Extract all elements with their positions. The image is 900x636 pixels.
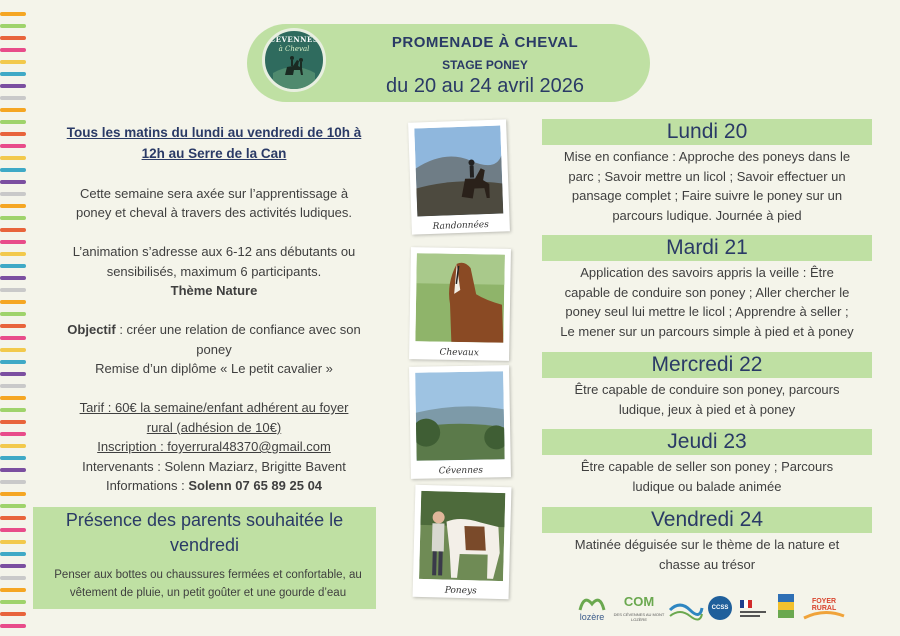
stripe <box>0 312 26 316</box>
parents-heading-line-1: Présence des parents souhaitée le <box>65 510 344 530</box>
photo-caption: Poneys <box>444 585 477 597</box>
lozere-text: lozère <box>579 612 605 622</box>
logo-text: CÉVENNES <box>269 35 319 44</box>
stripe <box>0 516 26 520</box>
photo-randonnees <box>408 119 510 234</box>
objective-line-2: poney <box>196 341 232 357</box>
stripe <box>0 228 26 232</box>
day-line: pansage complet ; Faire suivre le poney sur un <box>571 188 843 203</box>
day-heading-mardi: Mardi 21 <box>542 235 872 261</box>
informations-phone: Solenn 07 65 89 25 04 <box>188 478 323 493</box>
stripe <box>0 240 26 244</box>
page-subtitle: STAGE PONEY <box>442 58 528 72</box>
photo-caption: Chevaux <box>439 347 479 359</box>
stripe <box>0 132 26 136</box>
partner-wave-icon <box>668 592 704 622</box>
stripe <box>0 324 26 328</box>
stripe <box>0 180 26 184</box>
com-text: COM <box>623 594 655 609</box>
schedule-line-1: Tous les matins du lundi au vendredi de 10h à <box>66 125 362 140</box>
parents-note-line-1: Penser aux bottes ou chaussures fermées et confortable, au <box>54 569 362 581</box>
horse-riders-icon <box>265 31 323 89</box>
day-line: capable de conduire son poney ; Aller chercher le <box>564 284 850 300</box>
stripe <box>0 72 26 76</box>
decorative-stripes <box>0 0 26 636</box>
parents-box <box>33 507 376 609</box>
day-line: chasse au trésor <box>658 556 756 572</box>
day-line: parcours ludique. Journée à pied <box>612 207 802 223</box>
page-title: PROMENADE À CHEVAL <box>391 34 579 51</box>
stripe <box>0 564 26 568</box>
day-heading-lundi: Lundi 20 <box>542 119 872 145</box>
day-line: ludique ou balade animée <box>632 478 782 494</box>
photo-caption: Randonnées <box>432 219 489 232</box>
foyer-rural-logo <box>800 592 848 626</box>
schedule-line-2: 12h au Serre de la Can <box>141 146 287 161</box>
com-logo <box>612 592 666 626</box>
foyer-rural-text: FOYER RURAL <box>811 598 837 612</box>
stripe <box>0 468 26 472</box>
stripe <box>0 120 26 124</box>
event-dates: du 20 au 24 avril 2026 <box>386 75 584 97</box>
audience-line-1: L’animation s’adresse aux 6-12 ans débutants ou <box>72 244 356 259</box>
stripe <box>0 492 26 496</box>
inscription-email-link[interactable]: Inscription : foyerrural48370@gmail.com <box>97 439 331 454</box>
photo-poneys <box>413 485 512 599</box>
stripe <box>0 384 26 388</box>
stripe <box>0 372 26 376</box>
day-heading-mercredi: Mercredi 22 <box>542 352 872 378</box>
objective-text: : créer une relation de confiance avec son <box>115 322 361 337</box>
objective-label: Objectif <box>67 322 116 337</box>
stripe <box>0 204 26 208</box>
stripe <box>0 408 26 412</box>
stripe <box>0 360 26 364</box>
stripe <box>0 60 26 64</box>
stripe <box>0 336 26 340</box>
caf-logo <box>774 592 798 626</box>
day-line: Être capable de conduire son poney, parcours <box>574 382 840 397</box>
description-line-1: Cette semaine sera axée sur l’apprentissage à <box>79 185 349 201</box>
republique-logo <box>736 592 772 626</box>
day-line: Être capable de seller son poney ; Parcours <box>580 459 834 474</box>
stripe <box>0 12 26 16</box>
objective-line-1 <box>38 320 390 340</box>
foyer-rural-swoosh-icon <box>800 608 848 622</box>
stripe <box>0 480 26 484</box>
stripe <box>0 396 26 400</box>
stripe <box>0 48 26 52</box>
stripe <box>0 600 26 604</box>
day-line: Mise en confiance : Approche des poneys dans le <box>563 149 851 164</box>
stripe <box>0 348 26 352</box>
theme: Thème Nature <box>170 283 258 298</box>
lozere-logo <box>574 592 610 626</box>
day-description-vendredi <box>540 535 874 574</box>
stripe <box>0 216 26 220</box>
audience-line-2: sensibilisés, maximum 6 participants. <box>106 263 322 279</box>
parents-note <box>33 566 383 602</box>
pony-photo <box>419 491 505 581</box>
stripe <box>0 252 26 256</box>
photo-caption: Cévennes <box>438 465 484 477</box>
riders-photo <box>414 126 503 217</box>
informations <box>38 476 390 496</box>
stripe <box>0 456 26 460</box>
stripe <box>0 264 26 268</box>
parents-heading <box>33 508 376 558</box>
ccss-logo <box>706 592 734 626</box>
stripe <box>0 168 26 172</box>
ccss-text: CCSS <box>708 596 732 620</box>
caf-emblem-icon <box>774 592 798 626</box>
stripe <box>0 192 26 196</box>
informations-label: Informations : <box>105 478 189 493</box>
photo-cevennes <box>409 365 511 479</box>
horse-photo <box>415 253 505 343</box>
day-line: Application des savoirs appris la veille : Être <box>580 265 834 280</box>
parents-note-line-2: vêtement de pluie, un petit goûter et une gourde d’eau <box>69 587 347 599</box>
stripe <box>0 276 26 280</box>
lozere-emblem-icon <box>574 592 610 614</box>
day-description-lundi <box>540 147 874 225</box>
stripe <box>0 300 26 304</box>
day-line: Matinée déguisée sur le thème de la nature et <box>574 537 840 552</box>
day-line: Le mener sur un parcours simple à pied et à poney <box>560 323 854 339</box>
stripe <box>0 504 26 508</box>
stripe <box>0 576 26 580</box>
stripe <box>0 612 26 616</box>
stripe <box>0 144 26 148</box>
com-subtext: DES CÉVENNES AU MONT LOZÈRE <box>613 612 665 622</box>
day-heading-jeudi: Jeudi 23 <box>542 429 872 455</box>
tarif-line-2: rural (adhésion de 10€) <box>146 419 282 435</box>
stripe <box>0 552 26 556</box>
day-heading-vendredi: Vendredi 24 <box>542 507 872 533</box>
french-flag-icon <box>736 592 772 622</box>
stripe <box>0 444 26 448</box>
stripe <box>0 24 26 28</box>
stripe <box>0 156 26 160</box>
partner-logo-blue <box>668 592 704 626</box>
parents-heading-line-2: vendredi <box>169 535 240 555</box>
day-line: poney seul lui mettre le licol ; Apprendre à seller ; <box>565 304 849 319</box>
day-description-jeudi <box>540 457 874 496</box>
photo-chevaux <box>409 247 511 361</box>
stripe <box>0 528 26 532</box>
event-info <box>38 122 390 496</box>
stripe <box>0 84 26 88</box>
stripe <box>0 420 26 424</box>
stripe <box>0 588 26 592</box>
intervenants: Intervenants : Solenn Maziarz, Brigitte Bavent <box>82 458 346 474</box>
day-description-mardi <box>540 263 874 341</box>
day-line: ludique, jeux à pied et à poney <box>618 401 796 417</box>
diploma: Remise d’un diplôme « Le petit cavalier » <box>95 361 333 376</box>
stripe <box>0 108 26 112</box>
cevennes-a-cheval-logo <box>262 28 326 92</box>
landscape-photo <box>415 371 505 461</box>
stripe <box>0 96 26 100</box>
stripe <box>0 432 26 436</box>
day-line: parc ; Savoir mettre un licol ; Savoir effectuer un <box>568 168 846 184</box>
tarif-line-1: Tarif : 60€ la semaine/enfant adhérent au foyer <box>79 400 349 415</box>
description-line-2: poney et cheval à travers des activités ludiques. <box>75 205 353 220</box>
logo-script: à Cheval <box>278 45 310 53</box>
stripe <box>0 36 26 40</box>
stripe <box>0 540 26 544</box>
day-description-mercredi <box>540 380 874 419</box>
stripe <box>0 288 26 292</box>
stripe <box>0 624 26 628</box>
